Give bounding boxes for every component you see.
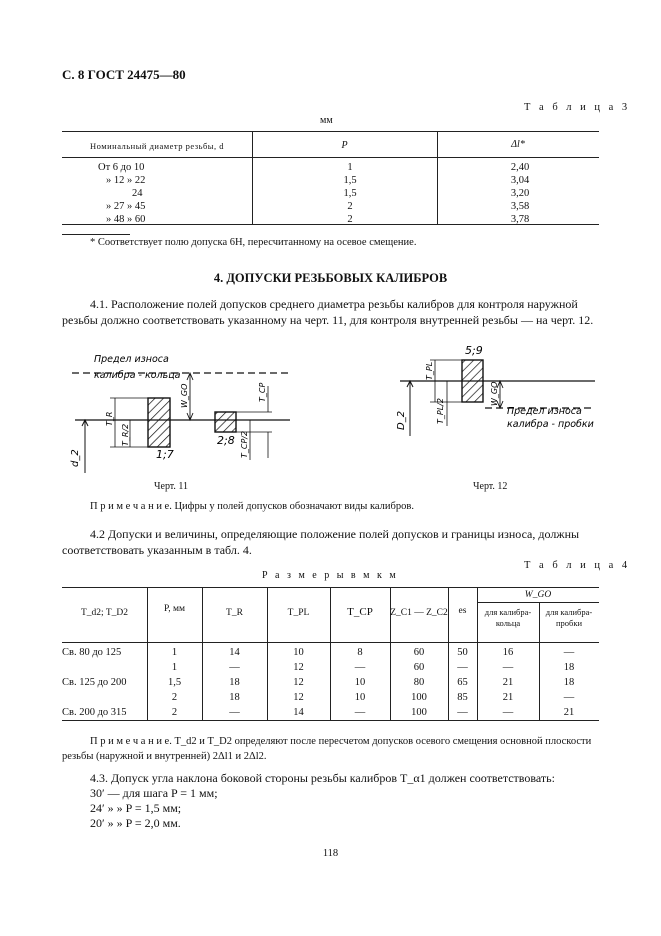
fig12-tpl-half: T_PL/2 — [436, 398, 445, 424]
table4-header-tr: T_R — [226, 608, 243, 618]
table3-row-diameter: » 48 » 60 — [106, 214, 146, 225]
table4-header-wgo-ring: для калибра-кольца — [484, 607, 532, 628]
table3-row-pitch: 1,5 — [343, 188, 357, 199]
table-row — [62, 690, 599, 705]
fig12-limit-line1: Предел износа — [507, 406, 582, 417]
table4-cell: 18 — [563, 677, 575, 688]
table4-cell: 60 — [413, 647, 425, 658]
table4-cell: 14 — [229, 647, 240, 658]
table4-cell: 85 — [457, 692, 468, 703]
section-title: 4. ДОПУСКИ РЕЗЬБОВЫХ КАЛИБРОВ — [213, 271, 448, 285]
fig11-tcp: T_CP — [258, 382, 267, 402]
table3-dl-column — [490, 161, 550, 226]
table4-cell: Св. 80 до 125 — [62, 647, 122, 658]
table4-cell: 12 — [293, 692, 304, 703]
table4-cell: 1,5 — [167, 677, 182, 688]
figure-11-caption: Черт. 11 — [154, 481, 189, 492]
table4-cell: 1 — [171, 647, 178, 658]
table3-header-dl: Δl* — [511, 139, 525, 150]
table3-pitch-column — [320, 161, 380, 226]
table4-cell: — — [502, 707, 514, 718]
table4-cell: — — [354, 707, 366, 718]
table4-cell: 2 — [171, 692, 178, 703]
table3-row-dl: 3,58 — [510, 201, 530, 212]
paragraph-4-2-line1: 4.2 Допуски и величины, определяющие положение полей допусков и границы износа, должны — [90, 527, 580, 541]
paragraph-4-3-line4: 20′ » » P = 2,0 мм. — [90, 816, 181, 830]
table4-cell: 8 — [357, 647, 363, 658]
table4-cell: — — [502, 662, 514, 673]
table4-cell: — — [563, 647, 575, 658]
table4-cell: 14 — [293, 707, 304, 718]
table3-row-diameter: » 27 » 45 — [106, 201, 146, 212]
table4-header-es: es — [458, 606, 467, 616]
figure-11-drawing — [60, 340, 300, 475]
table3-row-dl: 3,78 — [510, 214, 530, 225]
fig12-d2: D_2 — [396, 410, 407, 430]
fig11-wgo: W_GO — [180, 383, 189, 408]
fig11-limit-line1: Предел износа — [94, 354, 169, 365]
table4-cell: 16 — [502, 647, 514, 658]
table4-cell: 21 — [502, 677, 514, 688]
fig11-label-17: 1;7 — [156, 448, 174, 461]
figure-12-drawing — [385, 338, 600, 443]
paragraph-4-1-line2: резьбы должно соответствовать указанному на черт. 11, для контроля внутренней резьбы — на черт. 12. — [62, 313, 594, 327]
figures-note: П р и м е ч а н и е. Цифры у полей допусков обозначают виды калибров. — [90, 501, 414, 512]
paragraph-4-2-line2: соответствовать указанным в табл. 4. — [62, 543, 252, 557]
table4-header-zc: Z_C1 — Z_C2 — [390, 608, 448, 618]
table3-row-pitch: 2 — [347, 214, 353, 225]
paragraph-4-3-line2: 30′ — для шага P = 1 мм; — [90, 786, 218, 800]
table3-diameter-column — [98, 161, 145, 226]
table3-row-dl: 2,40 — [510, 162, 530, 173]
fig12-tpl: T_PL — [425, 361, 434, 380]
table4-cell: 18 — [229, 677, 240, 688]
paragraph-4-3-line1: 4.3. Допуск угла наклона боковой стороны резьбы калибров T_α1 должен соответствовать: — [90, 771, 555, 785]
table4-caption: Т а б л и ц а 4 — [524, 560, 631, 571]
fig11-tr: T_R — [105, 411, 114, 426]
table3-units: мм — [320, 115, 333, 126]
paragraph-4-3-line3: 24′ » » P = 1,5 мм; — [90, 801, 182, 815]
table4-cell: 10 — [293, 647, 304, 658]
table3-footnote: * Соответствует полю допуска 6H, пересчитанному на осевое смещение. — [90, 237, 417, 248]
table4-cell: Св. 200 до 315 — [62, 707, 127, 718]
table3-top-rule — [62, 131, 599, 132]
table4-cell: 80 — [413, 677, 425, 688]
table4-cell: 65 — [457, 677, 468, 688]
table-row — [62, 705, 599, 720]
table3-row-diameter: От 6 до 10 — [98, 162, 145, 173]
table3-caption: Т а б л и ц а 3 — [524, 102, 631, 113]
table4-cell: — — [563, 692, 575, 703]
fig12-limit-line2: калибра - пробки — [507, 419, 594, 430]
table3-row-dl: 3,04 — [510, 175, 530, 186]
fig11-label-28: 2;8 — [217, 434, 235, 447]
table3-header-pitch: P — [341, 140, 348, 151]
table4-cell: 12 — [293, 662, 304, 673]
table4-cell: 60 — [413, 662, 425, 673]
table4-cell: 12 — [293, 677, 304, 688]
table4-cell: 21 — [563, 707, 575, 718]
fig12-wgo: W_GO — [490, 381, 499, 406]
figure-12-caption: Черт. 12 — [473, 481, 508, 492]
table4-cell: 50 — [457, 647, 468, 658]
page-header: С. 8 ГОСТ 24475—80 — [62, 67, 186, 82]
table3-row-pitch: 2 — [347, 201, 353, 212]
table4-header-pitch: P, мм — [163, 604, 185, 614]
table4-units: Р а з м е р ы в м к м — [262, 570, 399, 581]
table4-cell: 18 — [229, 692, 240, 703]
footnote-rule — [62, 234, 130, 235]
table4-header-wgo: W_GO — [524, 590, 552, 600]
table4-cell: 21 — [502, 692, 514, 703]
table3-header-rule — [62, 157, 599, 158]
table-row — [62, 645, 599, 660]
table4-cell: — — [229, 707, 240, 718]
table4-cell: — — [457, 662, 468, 673]
table4-cell: 100 — [411, 707, 427, 718]
table4-note-line1: П р и м е ч а н и е. T_d2 и T_D2 определяют после пересчетом допусков осевого смещения основной плоскости — [90, 736, 592, 747]
fig11-d2: d_2 — [70, 449, 81, 467]
table-row — [62, 660, 599, 675]
table4-header-tpl: T_PL — [287, 608, 310, 618]
table3-row-pitch: 1 — [347, 162, 353, 173]
table4-cell: — — [457, 707, 468, 718]
table4-cell: 10 — [354, 677, 366, 688]
table4-cell: 10 — [354, 692, 366, 703]
paragraph-4-1-line1: 4.1. Расположение полей допусков среднего диаметра резьбы калибров для контроля наружной — [90, 297, 578, 311]
table4-header-tcp: T_CP — [347, 606, 373, 618]
fig11-limit-line2: калибра - кольца — [94, 370, 181, 381]
fig11-tcp-half: T_CP/2 — [240, 430, 249, 458]
fig12-label-59: 5;9 — [465, 344, 483, 357]
table4-cell: 2 — [171, 707, 178, 718]
table4-body — [62, 645, 599, 720]
table3-header-diameter: Номинальный диаметр резьбы, d — [90, 141, 224, 151]
page-number: 118 — [322, 848, 339, 859]
table4-cell: 100 — [411, 692, 427, 703]
table3-row-diameter: » 12 » 22 — [106, 175, 146, 186]
table4-cell: — — [229, 662, 240, 673]
table-row — [62, 675, 599, 690]
table4-bottom-rule — [62, 720, 599, 721]
table4-wgo-rule — [477, 602, 599, 603]
table4-cell: 18 — [563, 662, 575, 673]
table3-row-dl: 3,20 — [510, 188, 530, 199]
table4-header-td2: T_d2; T_D2 — [80, 608, 129, 618]
table4-header-wgo-plug: для калибра-пробки — [545, 607, 593, 628]
table3-row-diameter: 24 — [132, 188, 143, 199]
table3-row-pitch: 1,5 — [343, 175, 357, 186]
table4-cell: — — [354, 662, 366, 673]
table4-note-line2: резьбы (наружной и внутренней) 2Δl1 и 2Δl2. — [62, 751, 267, 762]
table4-cell: Св. 125 до 200 — [62, 677, 127, 688]
fig11-tr-half: T_R/2 — [121, 423, 130, 446]
table4-cell: 1 — [171, 662, 178, 673]
